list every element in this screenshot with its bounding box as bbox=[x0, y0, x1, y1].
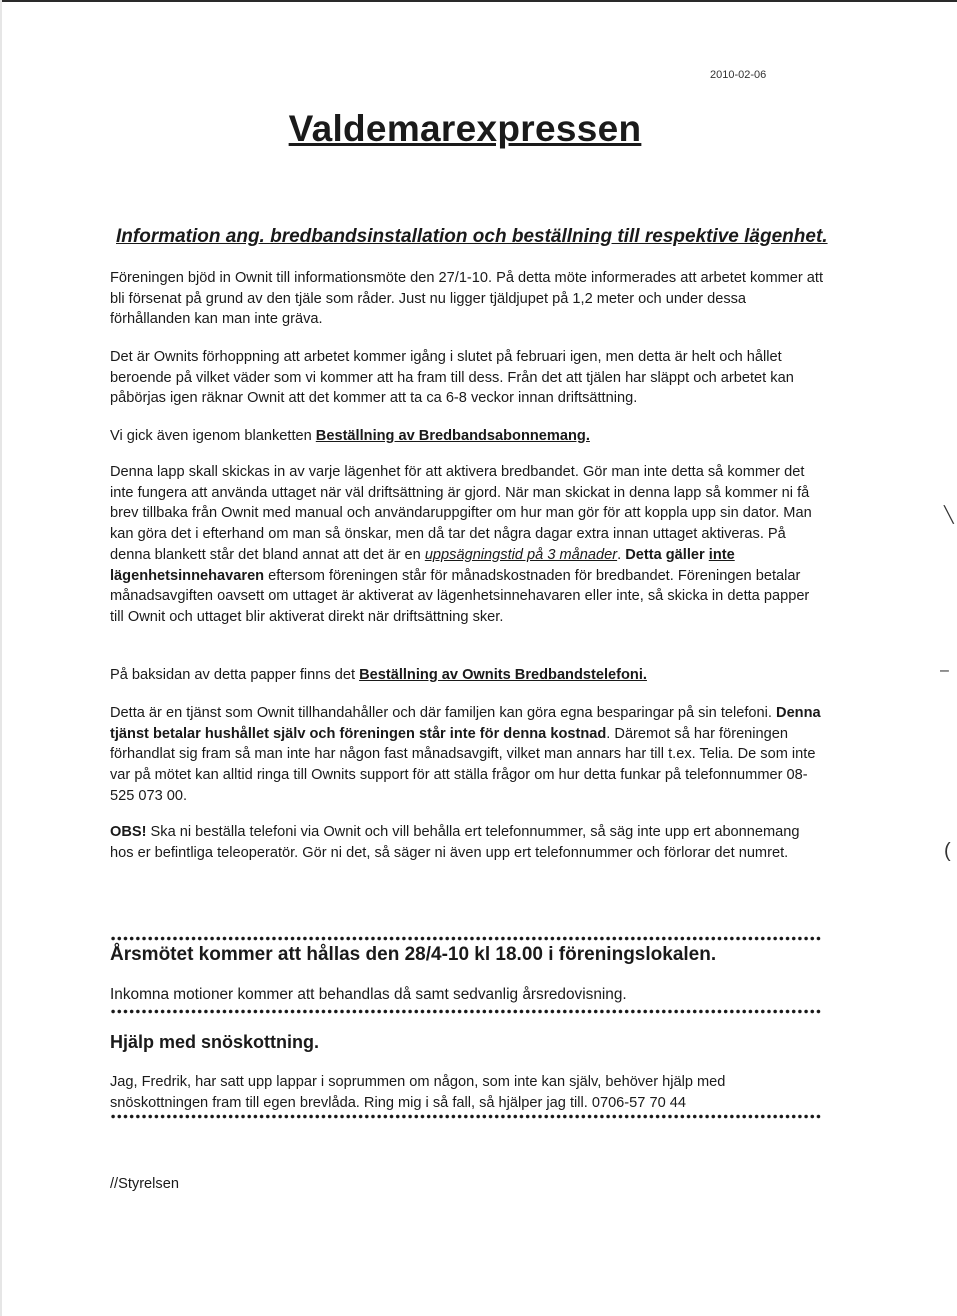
scan-mark: – bbox=[940, 662, 949, 679]
bold-text: Detta gäller bbox=[625, 546, 709, 563]
notice-period: uppsägningstid på 3 månader bbox=[424, 546, 618, 563]
paragraph-text: eftersom föreningen står för månadskostnaden för bredbandet. Föreningen betalar månadsavgiften oavsett om uttaget är aktiverat av lägenhetsinnehavaren eller inte, så skicka in detta papper till Ownit och uttaget blir aktiverat direkt när driftsättning sker. bbox=[110, 567, 810, 625]
bold-text: lägenhetsinnehavaren bbox=[110, 567, 265, 584]
dotted-divider bbox=[110, 1114, 822, 1119]
newsletter-title: Valdemarexpressen bbox=[288, 108, 642, 149]
annual-meeting-heading: Årsmötet kommer att hållas den 28/4-10 kl 18.00 i föreningslokalen. bbox=[110, 944, 717, 965]
paragraph-telephony-intro bbox=[110, 665, 826, 686]
snow-help-heading: Hjälp med snöskottning. bbox=[110, 1032, 320, 1052]
paragraph-text: Vi gick även igenom blanketten bbox=[110, 428, 316, 444]
signature: //Styrelsen bbox=[110, 1176, 179, 1192]
snow-help-text: Jag, Fredrik, har satt upp lappar i soprummen om någon, som inte kan själv, behöver hjälp med snöskottningen fram till egen brevlåda. Ring mig i så fall, så hjälper jag till. 0706-57 70 44 bbox=[110, 1074, 726, 1111]
bold-underlined-text: inte bbox=[708, 546, 735, 563]
paragraph-schedule: Det är Ownits förhoppning att arbetet kommer igång i slutet på februari igen, men detta är helt och hållet beroende på vilket väder som vi kommer att ha fram till dess. Från det att tjälen har släppt och arbetet kan påbörjas igen räknar Ownit att det kommer att ta ca 6-8 veckor innan driftsättning. bbox=[110, 349, 794, 407]
paragraph-text: Denna lapp skall skickas in av varje lägenhet för att aktivera bredbandet. Gör man inte detta så kommer det inte fungera att använda uttaget när väl driftsättning är gjord. När man skickat in denna lapp så kommer ni få brev tillbaka från Ownit med manual och användaruppgifter om hur man gör för att koppla upp sin dator. Man kan göra det i efterhand om man så önskar, men då tar det några dagar extra innan uttaget aktiveras. På denna blankett står det bland annat att det är en bbox=[110, 464, 812, 563]
paragraph-telephony-details bbox=[110, 703, 826, 807]
obs-label: OBS! bbox=[110, 824, 147, 840]
annual-meeting-text: Inkomna motioner kommer att behandlas då samt sedvanlig årsredovisning. bbox=[110, 986, 627, 1003]
article-subtitle: Information ang. bredbandsinstallation och beställning till respektive lägenhet. bbox=[116, 226, 828, 247]
form-name-broadband: Beställning av Bredbandsabonnemang. bbox=[315, 428, 590, 444]
bold-text: Denna tjänst betalar hushållet själv och föreningen står inte för denna kostnad bbox=[110, 705, 821, 742]
form-name-telephony: Beställning av Ownits Bredbandstelefoni. bbox=[359, 667, 647, 683]
paragraph-text: . Däremot så har föreningen förhandlat sig fram så man inte har någon fast månadsavgift, vilket man annars har till t.ex. Telia. De som inte var på mötet kan alltid ringa till Ownits support för att ställa frågor om hur detta funkar på telefonnummer 08-525 073 00. bbox=[110, 725, 816, 804]
paragraph-text: . bbox=[617, 546, 626, 563]
document-date: 2010-02-06 bbox=[710, 69, 767, 81]
paragraph-text: På baksidan av detta papper finns det bbox=[110, 667, 360, 683]
scan-edge-left bbox=[0, 0, 2, 1316]
paragraph-form-intro bbox=[110, 426, 826, 447]
paragraph-text: Ska ni beställa telefoni via Ownit och vill behålla ert telefonnummer, så säg inte upp ert abonnemang hos er befintliga teleoperatör. Gör ni det, så säger ni även upp ert telefonnummer och förlorar det numret. bbox=[110, 824, 800, 861]
dotted-divider bbox=[110, 936, 822, 941]
paragraph-obs bbox=[110, 822, 826, 863]
dotted-divider bbox=[110, 1009, 822, 1014]
paragraph-text: Detta är en tjänst som Ownit tillhandahåller och där familjen kan göra egna besparingar på sin telefoni. bbox=[110, 705, 777, 721]
scan-mark: ( bbox=[944, 840, 951, 862]
scan-mark: ╲ bbox=[944, 507, 954, 524]
scan-edge-top bbox=[0, 0, 957, 2]
paragraph-info-meeting: Föreningen bjöd in Ownit till informationsmöte den 27/1-10. På detta möte informerades att arbetet kommer att bli försenat på grund av den tjäle som råder. Just nu ligger tjäldjupet på 1,2 meter och under dessa förhållanden kan man inte gräva. bbox=[110, 270, 824, 328]
paragraph-form-details bbox=[110, 462, 826, 628]
